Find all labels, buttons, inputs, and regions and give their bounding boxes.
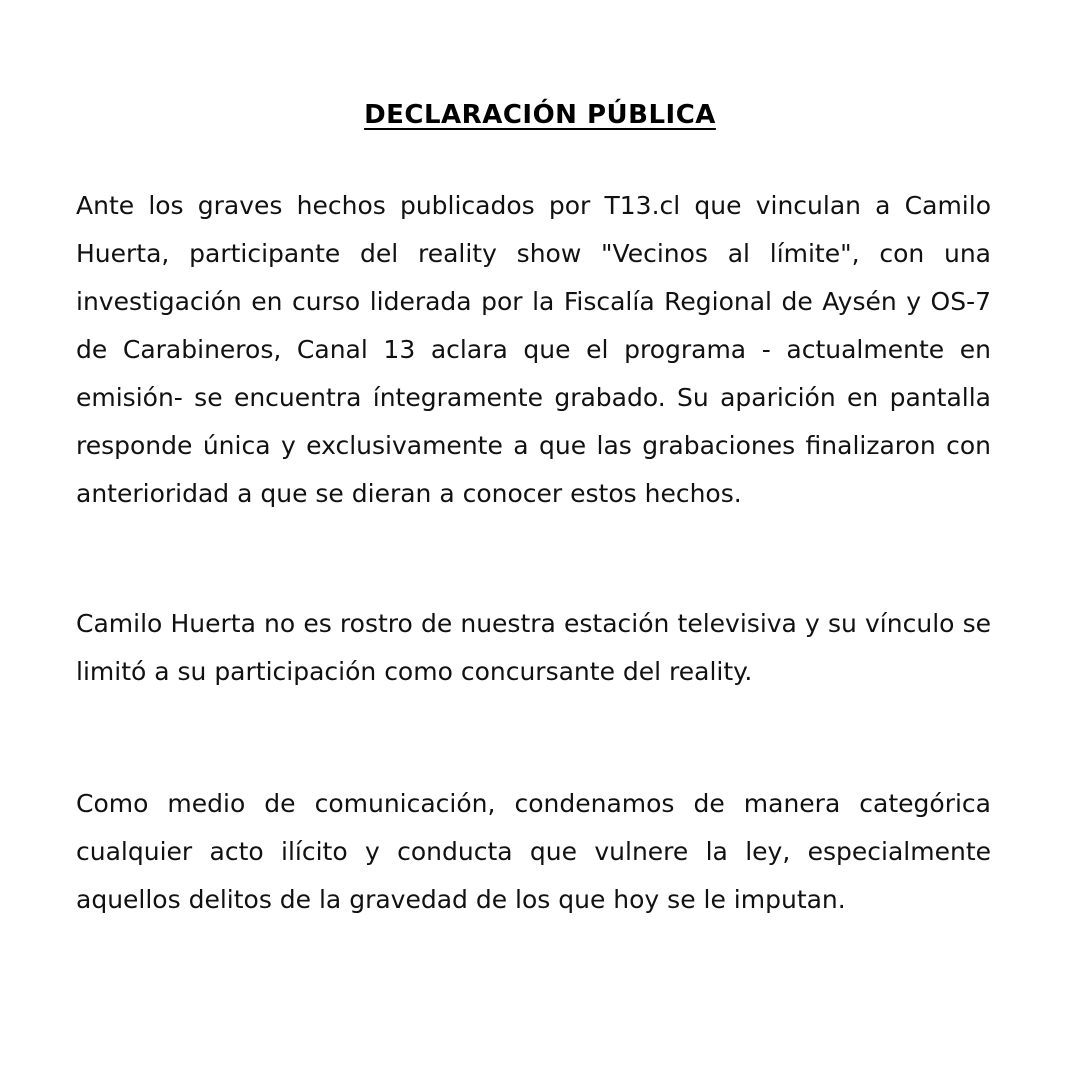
paragraph-condemnation: Como medio de comunicación, condenamos de manera categórica cualquier acto ilícito y conducta que vulnere la ley, especialmente aquellos delitos de la gravedad de los que hoy se le imputan.: [76, 789, 991, 914]
page-title: DECLARACIÓN PÚBLICA: [364, 100, 716, 130]
paragraph-relationship: Camilo Huerta no es rostro de nuestra estación televisiva y su vínculo se limitó a su participación como concursante del reality.: [76, 609, 991, 686]
paragraph-context: Ante los graves hechos publicados por T13.cl que vinculan a Camilo Huerta, participante del reality show "Vecinos al límite", con una investigación en curso liderada por la Fiscalía Regional de Aysén y OS-7 de Carabineros, Canal 13 aclara que el programa - actualmente en emisión- se encuentra íntegramente grabado. Su aparición en pantalla responde única y exclusivamente a que las grabaciones finalizaron con anterioridad a que se dieran a conocer estos hechos.: [76, 191, 991, 508]
